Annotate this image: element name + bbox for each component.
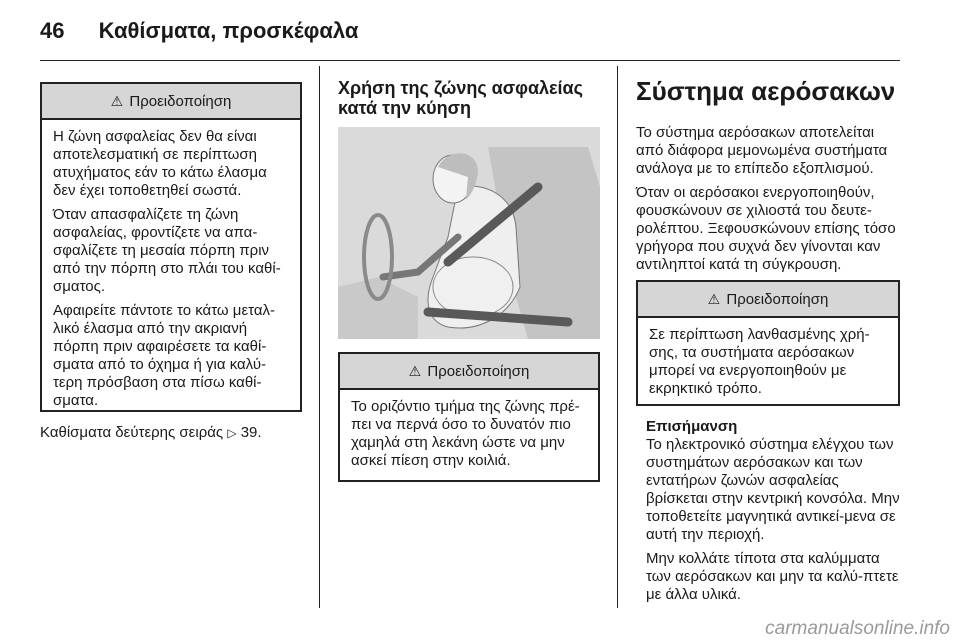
warning-title: Προειδοποίηση (129, 93, 232, 110)
warning-paragraph: Το οριζόντιο τμήμα της ζώνης πρέ-πει να περνά όσο το δυνατόν πιο χαμηλά στη λεκάνη ώστε να μην ασκεί πίεση στην κοιλιά. (351, 398, 580, 469)
warning-triangle-icon: ⚠ (707, 291, 721, 307)
pregnant-woman-seatbelt-image (338, 127, 600, 339)
body-text (636, 124, 900, 280)
body-paragraph: Όταν οι αερόσακοι ενεργοποιηθούν, φουσκώνουν σε χιλιοστά του δευτε-ρολέπτου. Ξεφουσκώνουν επίσης τόσο γρήγορα που συχνά δεν γίνονται καν αντιληπτοί κατά τη σύγκρουση. (636, 184, 896, 273)
warning-title: Προειδοποίηση (427, 363, 530, 380)
warning-body (42, 120, 300, 418)
page-title: Καθίσματα, προσκέφαλα (98, 18, 359, 43)
warning-box (636, 280, 900, 406)
note-paragraph: Το ηλεκτρονικό σύστημα ελέγχου των συστημάτων αερόσακων και των εντατήρων ζωνών ασφαλείας βρίσκεται στην κεντρική κονσόλα. Μην τοποθετείτε μαγνητικά αντικεί-μενα σε αυτή την περιοχή. (646, 436, 900, 543)
body-paragraph: Το σύστημα αερόσακων αποτελείται από διάφορα μεμονωμένα συστήματα ανάλογα με το επίπεδο εξοπλισμού. (636, 124, 888, 177)
note-paragraph: Μην κολλάτε τίποτα στα καλύμματα των αερόσακων και μην τα καλύ-πτετε με άλλα υλικά. (646, 550, 899, 603)
note (646, 418, 900, 610)
pregnancy-seatbelt-illustration (338, 127, 600, 339)
warning-body (638, 318, 898, 406)
warning-title: Προειδοποίηση (726, 291, 829, 308)
page-number: 46 (40, 18, 65, 43)
warning-header (42, 84, 300, 120)
warning-box (40, 82, 302, 412)
reference-page: 39. (240, 424, 262, 441)
watermark: carmanualsonline.info (765, 618, 950, 639)
column-divider (617, 66, 618, 608)
section-heading: Σύστημα αερόσακων (636, 76, 896, 106)
warning-triangle-icon: ⚠ (408, 363, 422, 379)
warning-triangle-icon: ⚠ (110, 93, 124, 109)
warning-paragraph: Αφαιρείτε πάντοτε το κάτω μεταλ-λικό έλασμα από την ακριανή πόρπη πριν αφαιρέσετε τα καθί-σματα από το όχημα ή για καλύ-τερη πρόσβαση στα πίσω καθί-σματα. (53, 302, 276, 409)
reference-text: Καθίσματα δεύτερης σειράς (40, 424, 224, 441)
page-header (40, 18, 358, 46)
reference-arrow-icon: ▷ (227, 426, 237, 440)
warning-box (338, 352, 600, 482)
header-rule (40, 60, 900, 61)
warning-body (340, 390, 598, 478)
column-divider (319, 66, 320, 608)
warning-paragraph: Σε περίπτωση λανθασμένης χρή-σης, τα συστήματα αερόσακων μπορεί να ενεργοποιηθούν με εκρηκτικό τρόπο. (649, 326, 870, 397)
warning-paragraph: Όταν απασφαλίζετε τη ζώνη ασφαλείας, φροντίζετε να απα-σφαλίζετε τη μεσαία πόρπη πριν από την πόρπη στο πλάι του καθί-σματος. (53, 206, 281, 295)
warning-header (340, 354, 598, 390)
warning-paragraph: Η ζώνη ασφαλείας δεν θα είναι αποτελεσματική σε περίπτωση ατυχήματος εάν το κάτω έλασμα δεν έχει τοποθετηθεί σωστά. (53, 128, 267, 199)
cross-reference (40, 424, 302, 442)
section-heading: Χρήση της ζώνης ασφαλείας κατά την κύηση (338, 78, 583, 118)
note-label: Επισήμανση (646, 418, 738, 435)
warning-header (638, 282, 898, 318)
